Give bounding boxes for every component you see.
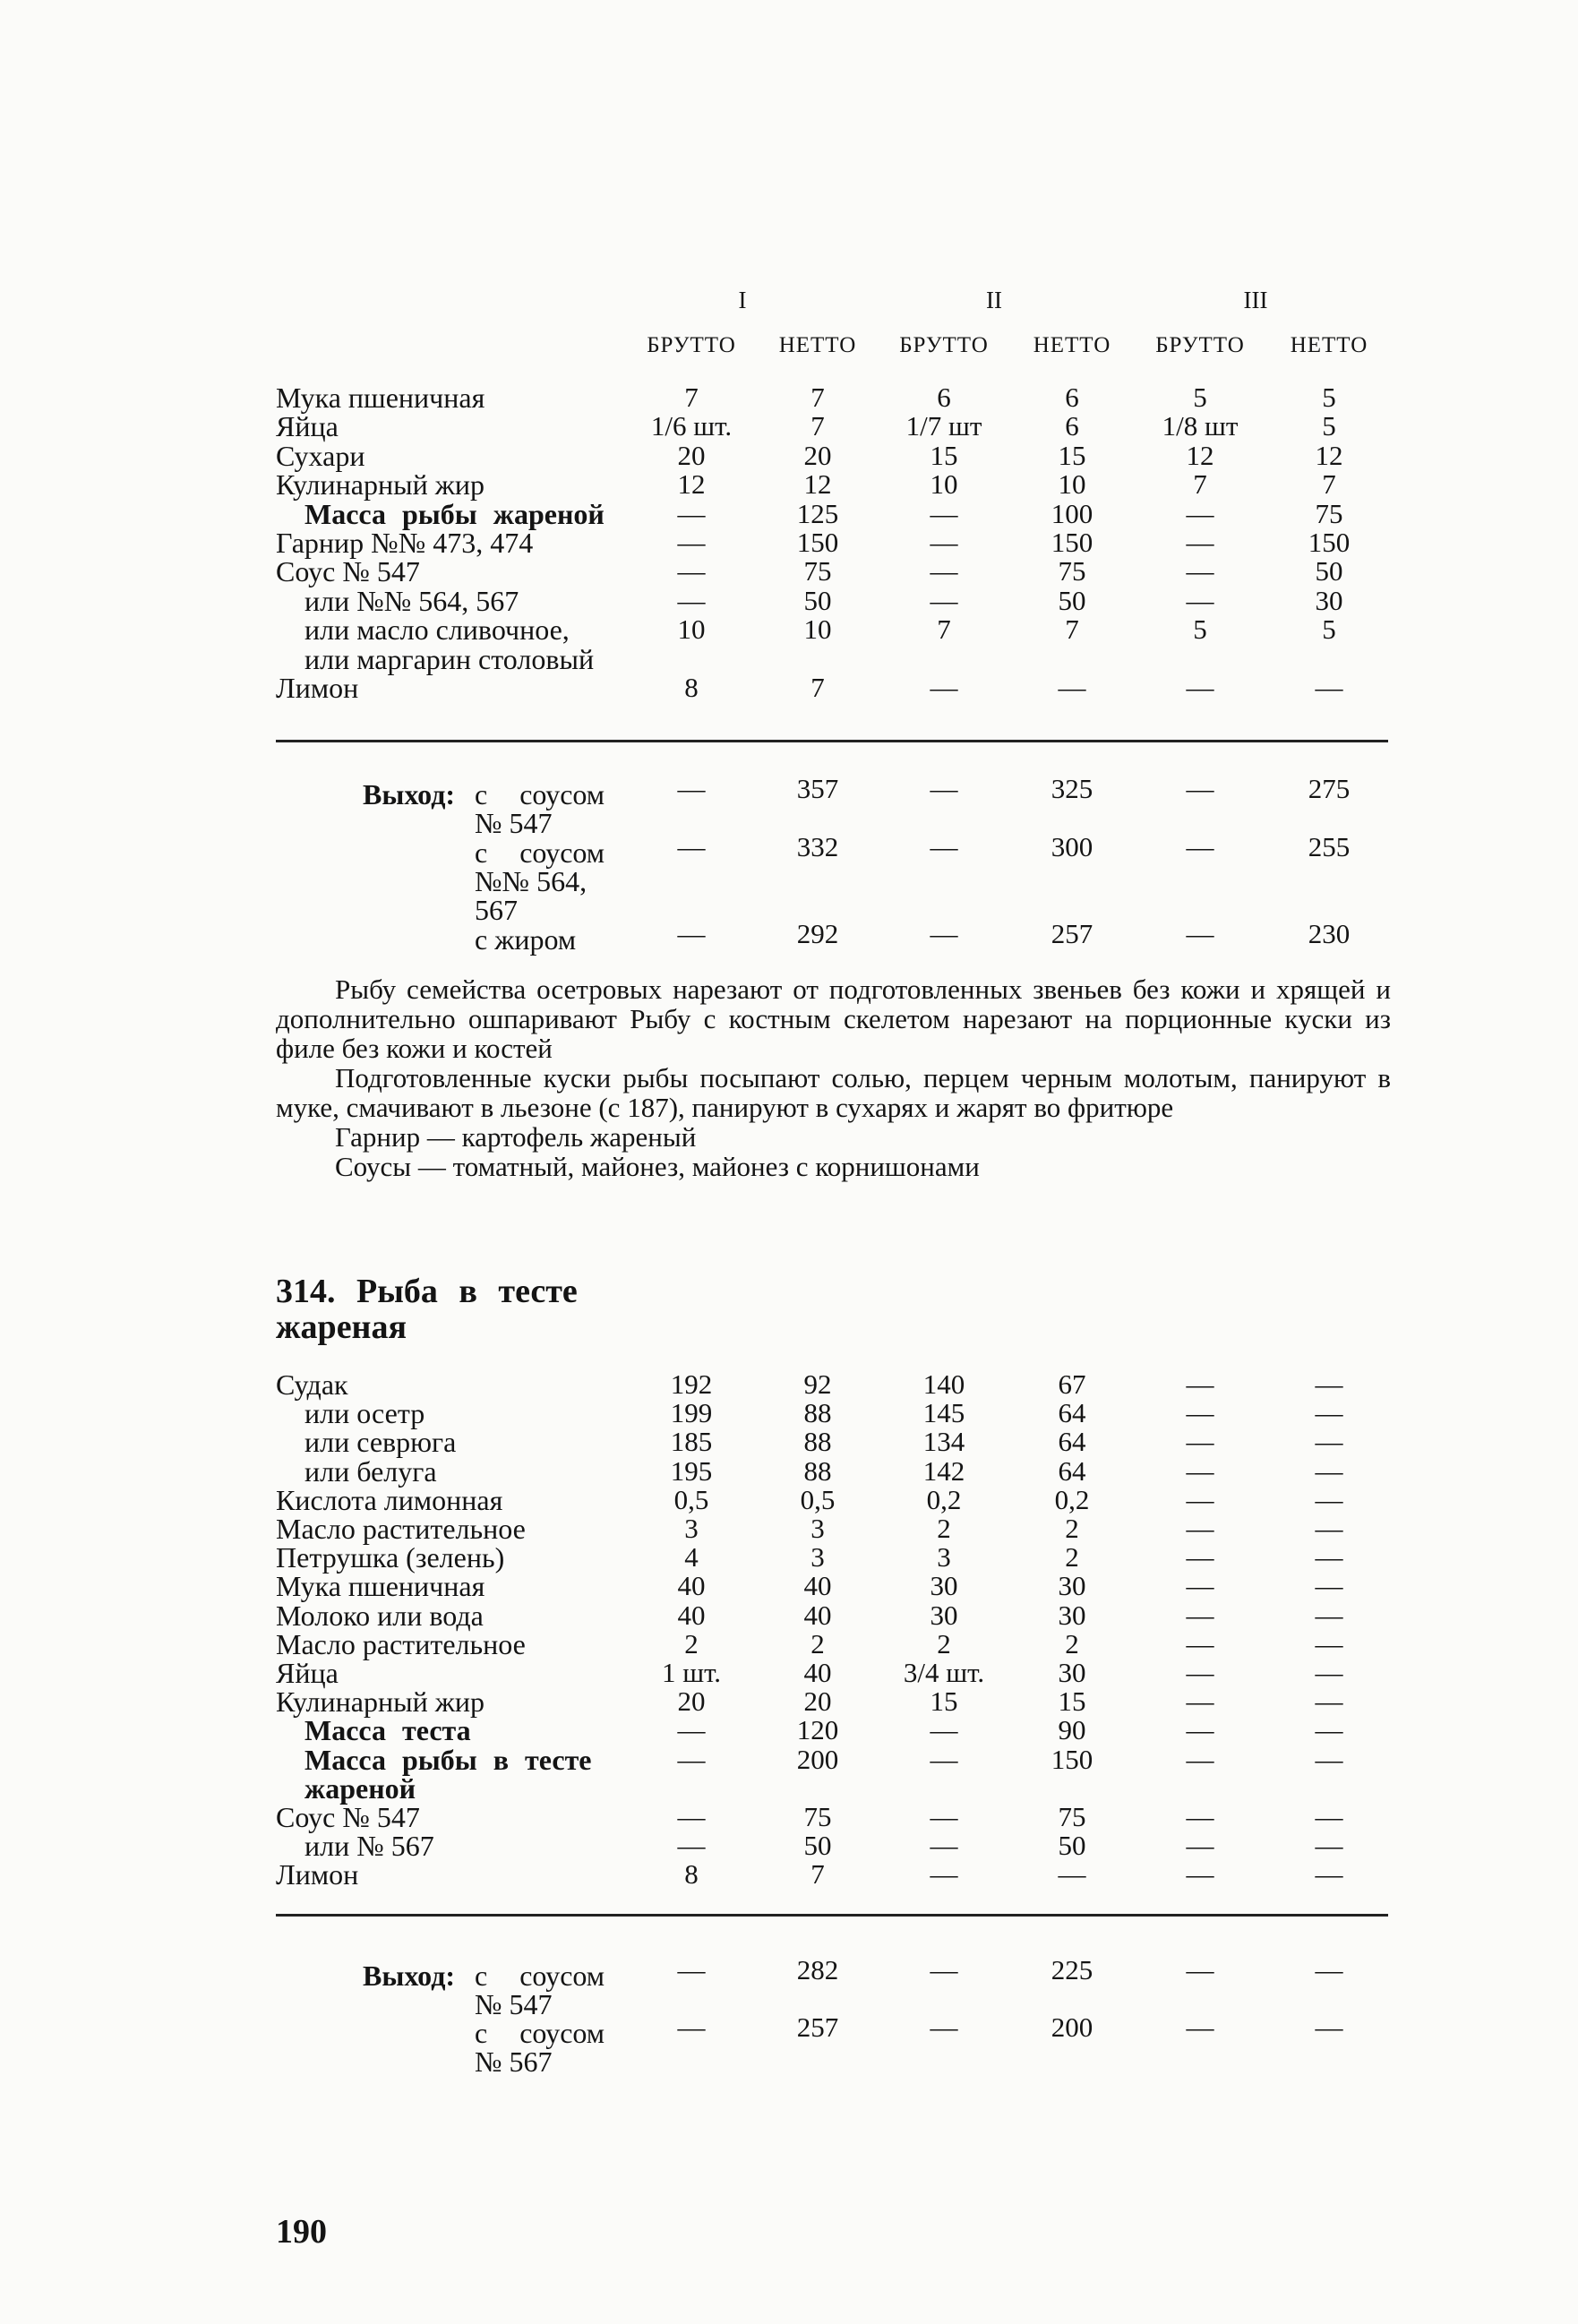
quantity-cell: 15 — [930, 439, 958, 471]
quantity-cell: 15 — [1058, 439, 1086, 471]
ingredient-name: Молоко или вода — [276, 1599, 484, 1632]
quantity-cell: — — [930, 1858, 958, 1891]
quantity-cell: 150 — [1051, 527, 1093, 558]
quantity-cell: 15 — [1058, 1685, 1086, 1718]
ingredient-name: Масло растительное — [276, 1513, 526, 1545]
quantity-cell: — — [1315, 1368, 1343, 1400]
quantity-cell: 20 — [803, 1685, 832, 1718]
quantity-cell: 1/8 шт — [1162, 410, 1239, 442]
ingredient-name: Яйца — [276, 1657, 339, 1689]
ingredient-name: или белуга — [304, 1454, 437, 1488]
quantity-cell: 30 — [1058, 1657, 1086, 1688]
quantity-cell: — — [1315, 1685, 1343, 1718]
ingredient-name: Лимон — [276, 672, 359, 704]
quantity-cell: 140 — [922, 1368, 965, 1400]
output-value: — — [677, 773, 706, 804]
output-value: — — [677, 2011, 706, 2043]
output-variant: с соусом — [475, 778, 605, 810]
output-value: — — [1186, 918, 1214, 949]
table-row — [0, 441, 1578, 471]
quantity-cell: — — [677, 1801, 706, 1832]
quantity-cell: 75 — [803, 1801, 832, 1832]
output-value: 255 — [1308, 831, 1351, 862]
ingredient-name: Судак — [276, 1368, 348, 1401]
quantity-cell: — — [1186, 1397, 1214, 1429]
quantity-cell: 3 — [810, 1541, 825, 1574]
table-row — [0, 1658, 1578, 1688]
output-value: — — [1186, 2011, 1214, 2043]
quantity-cell: 150 — [796, 527, 839, 558]
output-variant: с соусом — [475, 1960, 605, 1992]
column-header: НЕТТО — [1290, 333, 1368, 357]
quantity-cell: — — [930, 555, 958, 587]
quantity-cell: 15 — [930, 1685, 958, 1718]
quantity-cell: — — [1186, 1513, 1214, 1544]
quantity-cell: — — [677, 584, 706, 616]
quantity-cell: — — [677, 1714, 706, 1746]
quantity-cell: 20 — [677, 1685, 706, 1718]
quantity-cell: — — [1186, 1570, 1214, 1602]
recipe-title — [276, 1273, 578, 1345]
table-row — [0, 673, 1578, 703]
quantity-cell: — — [1186, 497, 1214, 529]
quantity-cell: 5 — [1322, 410, 1336, 442]
quantity-cell: 3 — [810, 1513, 825, 1544]
quantity-cell: 0,2 — [1054, 1483, 1090, 1515]
quantity-cell: 50 — [1058, 584, 1086, 616]
quantity-cell: 75 — [803, 555, 832, 587]
quantity-cell: — — [1315, 1599, 1343, 1631]
portion-group-label: I — [738, 287, 747, 313]
quantity-cell: — — [1315, 1743, 1343, 1775]
ingredient-name: или севрюга — [304, 1426, 457, 1459]
quantity-cell: — — [1315, 1858, 1343, 1891]
quantity-cell: — — [930, 1801, 958, 1832]
quantity-cell: — — [930, 1743, 958, 1775]
quantity-cell: — — [1186, 584, 1214, 616]
quantity-cell: 120 — [796, 1714, 839, 1746]
output-variant: 567 — [475, 894, 518, 926]
table-row — [0, 1398, 1578, 1428]
table-row — [0, 1745, 1578, 1775]
quantity-cell: — — [930, 527, 958, 558]
quantity-cell: 7 — [810, 1858, 825, 1891]
quantity-cell: — — [1315, 1541, 1343, 1574]
output-value: — — [1186, 1954, 1214, 1985]
quantity-cell: 75 — [1058, 555, 1086, 587]
table-row — [0, 499, 1578, 529]
portion-group-label: II — [986, 287, 1002, 313]
quantity-cell: 50 — [803, 1830, 832, 1862]
quantity-cell: 12 — [803, 468, 832, 501]
output-value: — — [930, 1954, 958, 1985]
quantity-cell: — — [1186, 1483, 1214, 1515]
table-row — [0, 1802, 1578, 1832]
quantity-cell: 7 — [810, 672, 825, 703]
output-value: 225 — [1051, 1954, 1093, 1985]
output-value: 332 — [796, 831, 839, 862]
quantity-cell: 195 — [670, 1454, 713, 1487]
ingredient-name: Яйца — [276, 410, 339, 443]
quantity-cell: — — [1186, 527, 1214, 558]
table-row — [0, 1831, 1578, 1861]
quantity-cell: 125 — [796, 497, 839, 529]
quantity-cell: 1 шт. — [661, 1657, 722, 1688]
quantity-cell: — — [930, 584, 958, 616]
table-row — [0, 1629, 1578, 1659]
quantity-cell: 10 — [930, 468, 958, 501]
quantity-cell: 75 — [1315, 497, 1343, 529]
quantity-cell: — — [1315, 1830, 1343, 1862]
quantity-cell: 75 — [1058, 1801, 1086, 1832]
ingredient-name: или № 567 — [304, 1830, 434, 1863]
table-row — [0, 1773, 1578, 1804]
output-variant: с жиром — [475, 923, 577, 956]
quantity-cell: 134 — [922, 1426, 965, 1458]
quantity-cell: 2 — [1065, 1541, 1079, 1574]
table-row — [0, 586, 1578, 616]
output-value: 257 — [1051, 918, 1093, 949]
quantity-cell: 40 — [677, 1570, 706, 1602]
table-row — [0, 1571, 1578, 1601]
output-label: Выход: — [363, 778, 456, 810]
quantity-cell: — — [1186, 672, 1214, 703]
quantity-cell: — — [1186, 1657, 1214, 1688]
table-row — [0, 644, 1578, 674]
quantity-cell: — — [1315, 1657, 1343, 1688]
quantity-cell: 40 — [803, 1570, 832, 1602]
output-value: — — [677, 918, 706, 949]
description-text — [276, 974, 1391, 1181]
ingredient-name: Петрушка (зелень) — [276, 1541, 505, 1574]
quantity-cell: — — [677, 1830, 706, 1862]
output-value: 292 — [796, 918, 839, 949]
quantity-cell: 2 — [1065, 1513, 1079, 1544]
ingredient-name: Соус № 547 — [276, 555, 420, 588]
quantity-cell: 7 — [1193, 468, 1207, 501]
quantity-cell: 10 — [803, 613, 832, 646]
table-row — [0, 1715, 1578, 1745]
quantity-cell: — — [1315, 672, 1343, 703]
quantity-cell: 64 — [1058, 1454, 1086, 1487]
table-row — [0, 469, 1578, 500]
ingredient-name: Мука пшеничная — [276, 1570, 485, 1603]
ingredient-name: или №№ 564, 567 — [304, 584, 519, 617]
quantity-cell: 5 — [1322, 382, 1336, 413]
recipe-title-line: жареная — [276, 1308, 407, 1346]
quantity-cell: 145 — [922, 1397, 965, 1429]
quantity-cell: 30 — [1315, 584, 1343, 616]
output-value: 257 — [796, 2011, 839, 2043]
quantity-cell: 2 — [810, 1627, 825, 1659]
quantity-cell: — — [677, 555, 706, 587]
quantity-cell: 30 — [1058, 1570, 1086, 1602]
table-row — [0, 1485, 1578, 1515]
output-label: Выход: — [363, 1960, 456, 1992]
paragraph: Подготовленные куски рыбы посыпают солью, перцем черным молотым, панируют в муке, смачивают в льезоне (с 187), панируют в сухарях и жарят во фритюре — [276, 1062, 1391, 1123]
quantity-cell: 199 — [670, 1397, 713, 1429]
quantity-cell: 6 — [1065, 410, 1079, 442]
output-value: — — [1186, 831, 1214, 862]
quantity-cell: 64 — [1058, 1397, 1086, 1429]
quantity-cell: 150 — [1308, 527, 1351, 558]
output-value: 357 — [796, 773, 839, 804]
quantity-cell: 20 — [803, 439, 832, 471]
quantity-cell: 64 — [1058, 1426, 1086, 1458]
output-value: — — [930, 831, 958, 862]
ingredient-name: Сухари — [276, 439, 365, 472]
quantity-cell: — — [930, 1830, 958, 1862]
quantity-cell: 2 — [937, 1513, 951, 1544]
quantity-cell: — — [1186, 1801, 1214, 1832]
quantity-cell: 8 — [684, 672, 699, 703]
quantity-cell: 92 — [803, 1368, 832, 1400]
quantity-cell: — — [1058, 1858, 1086, 1891]
quantity-cell: — — [1315, 1397, 1343, 1429]
quantity-cell: 10 — [677, 613, 706, 646]
table-row — [0, 527, 1578, 558]
quantity-cell: 30 — [930, 1570, 958, 1602]
ingredient-name: или маргарин столовый — [304, 642, 595, 675]
table-row — [0, 1456, 1578, 1487]
output-value: — — [1315, 1954, 1343, 1985]
quantity-cell: — — [1186, 1714, 1214, 1746]
table-row — [0, 556, 1578, 587]
quantity-cell: 1/6 шт. — [650, 410, 733, 442]
column-header: БРУТТО — [899, 333, 989, 357]
ingredient-name: Лимон — [276, 1858, 359, 1891]
output-value: — — [930, 2011, 958, 2043]
quantity-cell: — — [1315, 1454, 1343, 1487]
quantity-cell: 10 — [1058, 468, 1086, 501]
output-value: 200 — [1051, 2011, 1093, 2043]
quantity-cell: 40 — [803, 1599, 832, 1631]
ingredient-name: жареной — [304, 1771, 416, 1805]
quantity-cell: 5 — [1193, 613, 1207, 646]
quantity-cell: 150 — [1051, 1743, 1093, 1775]
quantity-cell: — — [677, 497, 706, 529]
quantity-cell: — — [930, 672, 958, 703]
quantity-cell: 0,5 — [800, 1483, 836, 1515]
quantity-cell: 192 — [670, 1368, 713, 1400]
paragraph: Соусы — томатный, майонез, майонез с корнишонами — [335, 1151, 980, 1182]
output-variant: №№ 564, — [475, 865, 587, 897]
quantity-cell: — — [1315, 1513, 1343, 1544]
output-variant: № 547 — [475, 807, 553, 839]
quantity-cell: — — [1058, 672, 1086, 703]
quantity-cell: — — [1186, 1858, 1214, 1891]
quantity-cell: 90 — [1058, 1714, 1086, 1746]
quantity-cell: 2 — [1065, 1627, 1079, 1659]
quantity-cell: 3 — [684, 1513, 699, 1544]
page-number: 190 — [276, 2213, 327, 2251]
output-value: 275 — [1308, 773, 1351, 804]
table-row — [0, 1542, 1578, 1573]
column-header: НЕТТО — [1033, 333, 1111, 357]
quantity-cell: — — [677, 527, 706, 558]
quantity-cell: 1/7 шт — [905, 410, 982, 442]
quantity-cell: — — [1186, 1743, 1214, 1775]
quantity-cell: 5 — [1193, 382, 1207, 413]
ingredient-name: Кислота лимонная — [276, 1483, 503, 1516]
quantity-cell: — — [930, 497, 958, 529]
table-divider-1 — [276, 740, 1388, 742]
quantity-cell: 185 — [670, 1426, 713, 1458]
output-value: 300 — [1051, 831, 1093, 862]
quantity-cell: 7 — [937, 613, 951, 646]
quantity-cell: — — [1315, 1426, 1343, 1458]
quantity-cell: — — [1315, 1627, 1343, 1659]
quantity-cell: 12 — [677, 468, 706, 501]
quantity-cell: 7 — [810, 410, 825, 442]
quantity-cell: — — [1186, 1830, 1214, 1862]
table-row — [0, 1600, 1578, 1631]
quantity-cell: 0,5 — [673, 1483, 709, 1515]
output-variant: с соусом — [475, 836, 605, 869]
quantity-cell: 3/4 шт. — [903, 1657, 985, 1688]
table-row — [0, 411, 1578, 442]
table-row — [0, 1859, 1578, 1890]
quantity-cell: 12 — [1186, 439, 1214, 471]
ingredient-name: Соус № 547 — [276, 1801, 420, 1833]
quantity-cell: — — [1186, 1368, 1214, 1400]
paragraph: Рыбу семейства осетровых нарезают от подготовленных звеньев без кожи и хрящей и дополнительно ошпаривают Рыбу с костным скелетом нарезают на порционные куски из филе без кожи и костей — [276, 973, 1391, 1064]
output-value: 230 — [1308, 918, 1351, 949]
quantity-cell: 7 — [1322, 468, 1336, 501]
quantity-cell: — — [1186, 1426, 1214, 1458]
quantity-cell: 3 — [937, 1541, 951, 1574]
table-row — [0, 614, 1578, 645]
quantity-cell: 88 — [803, 1397, 832, 1429]
quantity-cell: — — [1186, 1627, 1214, 1659]
output-value: 282 — [796, 1954, 839, 1985]
table-row — [0, 1427, 1578, 1457]
quantity-cell: 200 — [796, 1743, 839, 1775]
output-value: — — [1315, 2011, 1343, 2043]
quantity-cell: — — [1186, 555, 1214, 587]
table-divider-2 — [276, 1914, 1388, 1917]
quantity-cell: 20 — [677, 439, 706, 471]
quantity-cell: 30 — [1058, 1599, 1086, 1631]
quantity-cell: — — [930, 1714, 958, 1746]
ingredient-name: Масса теста — [304, 1714, 471, 1747]
ingredient-name: Мука пшеничная — [276, 382, 485, 414]
table-row — [0, 1514, 1578, 1544]
ingredient-name: Гарнир №№ 473, 474 — [276, 527, 534, 559]
quantity-cell: 2 — [684, 1627, 699, 1659]
output-value: 325 — [1051, 773, 1093, 804]
quantity-cell: — — [1315, 1714, 1343, 1746]
quantity-cell: 7 — [810, 382, 825, 413]
column-header: НЕТТО — [778, 333, 857, 357]
quantity-cell: 100 — [1051, 497, 1093, 529]
output-value: — — [1186, 773, 1214, 804]
ingredient-name: или масло сливочное, — [304, 613, 570, 647]
quantity-cell: — — [1186, 1599, 1214, 1631]
recipe-title-line: 314. Рыба в тесте — [276, 1273, 578, 1310]
quantity-cell: — — [1315, 1801, 1343, 1832]
quantity-cell: — — [1315, 1483, 1343, 1515]
quantity-cell: — — [1186, 1454, 1214, 1487]
output-value: — — [677, 1954, 706, 1985]
output-value: — — [930, 918, 958, 949]
quantity-cell: 40 — [803, 1657, 832, 1688]
output-value: — — [677, 831, 706, 862]
portion-group-label: III — [1243, 287, 1268, 313]
ingredient-name: Масса рыбы жареной — [304, 497, 605, 530]
ingredient-name: или осетр — [304, 1397, 425, 1430]
column-header: БРУТТО — [1155, 333, 1245, 357]
ingredient-name: Масло растительное — [276, 1627, 526, 1660]
quantity-cell: 142 — [922, 1454, 965, 1487]
output-variant: № 567 — [475, 2045, 553, 2078]
quantity-cell: — — [1315, 1570, 1343, 1602]
ingredient-name: Кулинарный жир — [276, 468, 485, 502]
quantity-cell: — — [1186, 1541, 1214, 1574]
output-value: — — [930, 773, 958, 804]
quantity-cell: 6 — [1065, 382, 1079, 413]
quantity-cell: 8 — [684, 1858, 699, 1891]
quantity-cell: 88 — [803, 1454, 832, 1487]
quantity-cell: — — [677, 1743, 706, 1775]
paragraph: Гарнир — картофель жареный — [335, 1121, 697, 1153]
quantity-cell: 50 — [803, 584, 832, 616]
output-variant: № 547 — [475, 1988, 553, 2020]
ingredient-name: Масса рыбы в тесте — [304, 1743, 592, 1776]
quantity-cell: 7 — [684, 382, 699, 413]
quantity-cell: 7 — [1065, 613, 1079, 646]
ingredient-name: Кулинарный жир — [276, 1685, 485, 1719]
quantity-cell: 30 — [930, 1599, 958, 1631]
table-row — [0, 1369, 1578, 1400]
table-row — [0, 382, 1578, 413]
quantity-cell: 40 — [677, 1599, 706, 1631]
quantity-cell: — — [1186, 1685, 1214, 1718]
output-variant: с соусом — [475, 2017, 605, 2049]
quantity-cell: 50 — [1058, 1830, 1086, 1862]
quantity-cell: 0,2 — [926, 1483, 962, 1515]
quantity-cell: 88 — [803, 1426, 832, 1458]
quantity-cell: 5 — [1322, 613, 1336, 646]
quantity-cell: 2 — [937, 1627, 951, 1659]
quantity-cell: 6 — [937, 382, 951, 413]
quantity-cell: 12 — [1315, 439, 1343, 471]
quantity-cell: 67 — [1058, 1368, 1086, 1400]
column-header: БРУТТО — [647, 333, 736, 357]
quantity-cell: 4 — [684, 1541, 699, 1574]
table-row — [0, 1686, 1578, 1717]
quantity-cell: 50 — [1315, 555, 1343, 587]
